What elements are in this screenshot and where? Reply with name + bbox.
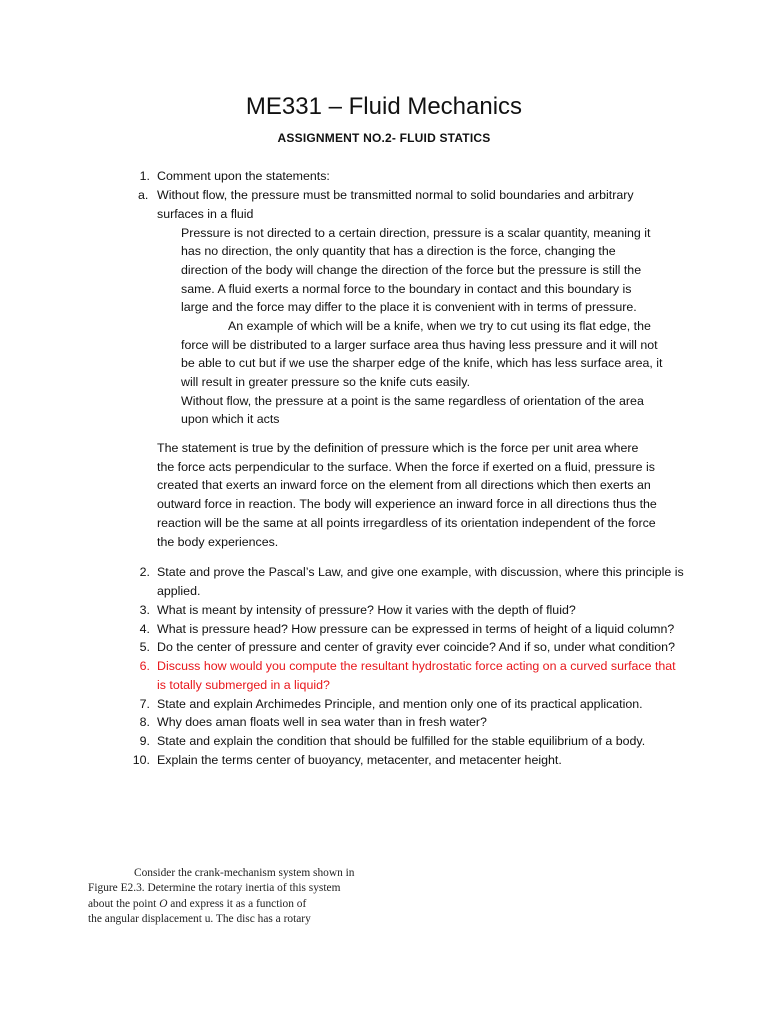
- question-number: 1.: [139, 169, 150, 183]
- answer-line: large and the force may differ to the place it is convenient with in terms of pressure.: [181, 300, 637, 314]
- question-text-highlighted: Discuss how would you compute the resultant hydrostatic force acting on a curved surface that: [157, 659, 676, 673]
- document-title: ME331 – Fluid Mechanics: [245, 93, 523, 120]
- question-number: 3.: [139, 603, 150, 617]
- question-text: Comment upon the statements:: [157, 169, 330, 183]
- question-text: Explain the terms center of buoyancy, metacenter, and metacenter height.: [157, 753, 562, 767]
- answer-line: outward force in reaction. The body will experience an inward force in all directions thus the: [157, 497, 657, 511]
- answer-line: An example of which will be a knife, when we try to cut using its flat edge, the: [228, 319, 651, 333]
- question-number: 9.: [139, 734, 150, 748]
- sub-item-line: Without flow, the pressure must be transmitted normal to solid boundaries and arbitrary: [157, 188, 634, 202]
- appendix-line: Figure E2.3. Determine the rotary inertia of this system: [88, 882, 341, 894]
- appendix-line: the angular displacement u. The disc has a rotary: [88, 913, 311, 925]
- question-text: State and prove the Pascal’s Law, and give one example, with discussion, where this principle is: [157, 565, 684, 579]
- question-number: 10.: [132, 753, 150, 767]
- answer-line: direction of the body will change the direction of the force but the pressure is still the: [181, 263, 642, 277]
- answer-line: the body experiences.: [157, 535, 279, 549]
- question-number: 4.: [139, 622, 150, 636]
- answer-line: will result in greater pressure so the knife cuts easily.: [181, 375, 471, 389]
- answer-line: has no direction, the only quantity that has a direction is the force, changing the: [181, 244, 616, 258]
- answer-line: The statement is true by the definition of pressure which is the force per unit area where: [157, 441, 639, 455]
- sub-item-line: surfaces in a fluid: [157, 207, 254, 221]
- question-text: applied.: [157, 584, 201, 598]
- answer-line: Without flow, the pressure at a point is the same regardless of orientation of the area: [181, 394, 644, 408]
- appendix-point-label: O: [159, 898, 168, 910]
- question-number: 8.: [139, 715, 150, 729]
- answer-line: same. A fluid exerts a normal force to the boundary in contact and this boundary is: [181, 282, 632, 296]
- appendix-line: [88, 897, 306, 913]
- question-text: State and explain Archimedes Principle, and mention only one of its practical application.: [157, 697, 643, 711]
- appendix-line: Consider the crank-mechanism system shown in: [134, 867, 355, 879]
- question-number: 7.: [139, 697, 150, 711]
- assignment-subtitle: ASSIGNMENT NO.2- FLUID STATICS: [277, 131, 491, 145]
- question-number-highlighted: 6.: [139, 659, 150, 673]
- question-text: What is pressure head? How pressure can be expressed in terms of height of a liquid column?: [157, 622, 675, 636]
- question-text: Do the center of pressure and center of gravity ever coincide? And if so, under what condition?: [157, 640, 675, 654]
- answer-line: created that exerts an inward force on the element from all directions which then exerts an: [157, 478, 651, 492]
- answer-line: be able to cut but if we use the sharper edge of the knife, which has less surface area, it: [181, 356, 663, 370]
- answer-line: upon which it acts: [181, 412, 280, 426]
- question-text: State and explain the condition that should be fulfilled for the stable equilibrium of a body.: [157, 734, 646, 748]
- answer-line: reaction will be the same at all points irregardless of its orientation independent of the force: [157, 516, 656, 530]
- question-text: What is meant by intensity of pressure? How it varies with the depth of fluid?: [157, 603, 576, 617]
- question-text: Why does aman floats well in sea water than in fresh water?: [157, 715, 487, 729]
- appendix-text: about the point: [88, 898, 160, 910]
- sub-item-marker: a.: [138, 188, 149, 202]
- answer-line: the force acts perpendicular to the surface. When the force if exerted on a fluid, pressure is: [157, 460, 655, 474]
- appendix-text: and express it as a function of: [167, 898, 307, 910]
- answer-line: force will be distributed to a larger surface area thus having less pressure and it will not: [181, 338, 658, 352]
- answer-line: Pressure is not directed to a certain direction, pressure is a scalar quantity, meaning it: [181, 226, 651, 240]
- question-text-highlighted: is totally submerged in a liquid?: [157, 678, 330, 692]
- question-number: 5.: [139, 640, 150, 654]
- question-number: 2.: [139, 565, 150, 579]
